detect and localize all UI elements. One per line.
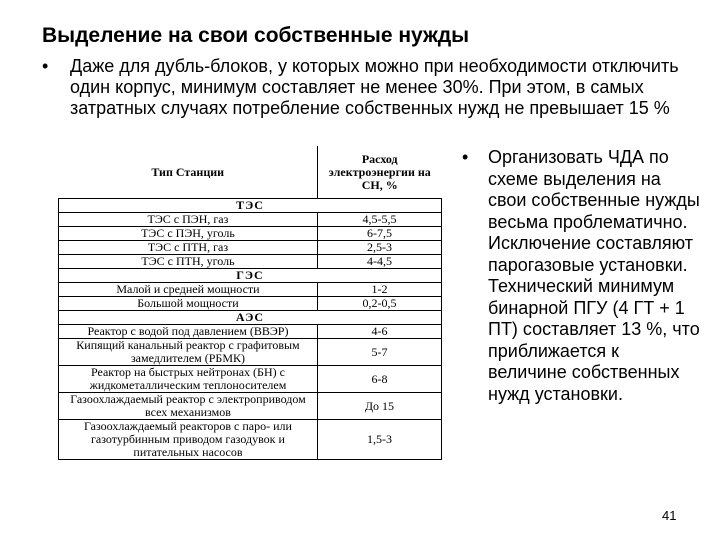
station-type-cell: Большой мощности [59, 297, 318, 311]
table-row [59, 366, 442, 393]
station-type-cell: Кипящий канальный реактор с графитовым замедлителем (РБМК) [59, 339, 318, 366]
bullet-marker: • [462, 147, 469, 167]
header-consumption: Расход электроэнергии на СН, % [317, 146, 441, 199]
bullet-marker: • [42, 56, 49, 76]
consumption-value-cell: 4-6 [317, 325, 441, 339]
table-body [59, 199, 442, 460]
consumption-value-cell: 4-4,5 [317, 255, 441, 269]
table-row [59, 283, 442, 297]
station-type-cell: ТЭС с ПТН, уголь [59, 255, 318, 269]
consumption-value-cell: 0,2-0,5 [317, 297, 441, 311]
section-label: АЭС [59, 311, 442, 325]
table-header-row [59, 146, 442, 199]
consumption-value-cell: 1-2 [317, 283, 441, 297]
section-label: ТЭС [59, 199, 442, 213]
main-bullet-text: Даже для дубль-блоков, у которых можно при необходимости отключить один корпус, минимум составляет не менее 30%. При этом, в самых затратных случаях потребление собственных нужд не превышает 15 % [70, 56, 679, 118]
table-section-row [59, 199, 442, 213]
consumption-value-cell: До 15 [317, 393, 441, 420]
station-type-cell: Газоохлаждаемый реакторов с паро- или газотурбинным приводом газодувок и питательных насосов [59, 420, 318, 460]
consumption-table [58, 146, 442, 460]
station-type-cell: Реактор на быстрых нейтронах (БН) с жидкометаллическим теплоносителем [59, 366, 318, 393]
table-row [59, 241, 442, 255]
header-station-type: Тип Станции [59, 146, 318, 199]
table-row [59, 297, 442, 311]
side-bullet-text: Организовать ЧДА по схеме выделения на свои собственные нужды весьма проблематично. Исключение составляют парогазовые установки. Технический минимум бинарной ПГУ (4 ГТ + 1 ПТ) составляет 13 %, что приближается к величине собственных нужд установки. [488, 147, 700, 404]
section-label: ГЭС [59, 269, 442, 283]
table-row [59, 325, 442, 339]
table-section-row [59, 311, 442, 325]
table-row [59, 213, 442, 227]
station-type-cell: ТЭС с ПЭН, газ [59, 213, 318, 227]
station-type-cell: ТЭС с ПТН, газ [59, 241, 318, 255]
station-type-cell: ТЭС с ПЭН, уголь [59, 227, 318, 241]
consumption-value-cell: 2,5-3 [317, 241, 441, 255]
table-row [59, 227, 442, 241]
station-type-cell: Малой и средней мощности [59, 283, 318, 297]
consumption-value-cell: 6-8 [317, 366, 441, 393]
table-section-row [59, 269, 442, 283]
table-row [59, 255, 442, 269]
consumption-value-cell: 5-7 [317, 339, 441, 366]
consumption-value-cell: 6-7,5 [317, 227, 441, 241]
consumption-value-cell: 1,5-3 [317, 420, 441, 460]
station-type-cell: Реактор с водой под давлением (ВВЭР) [59, 325, 318, 339]
table-row [59, 420, 442, 460]
slide-title: Выделение на свои собственные нужды [42, 24, 470, 47]
table-row [59, 393, 442, 420]
table-row [59, 339, 442, 366]
page-number: 41 [662, 508, 677, 523]
consumption-value-cell: 4,5-5,5 [317, 213, 441, 227]
station-type-cell: Газоохлаждаемый реактор с электроприводом всех механизмов [59, 393, 318, 420]
